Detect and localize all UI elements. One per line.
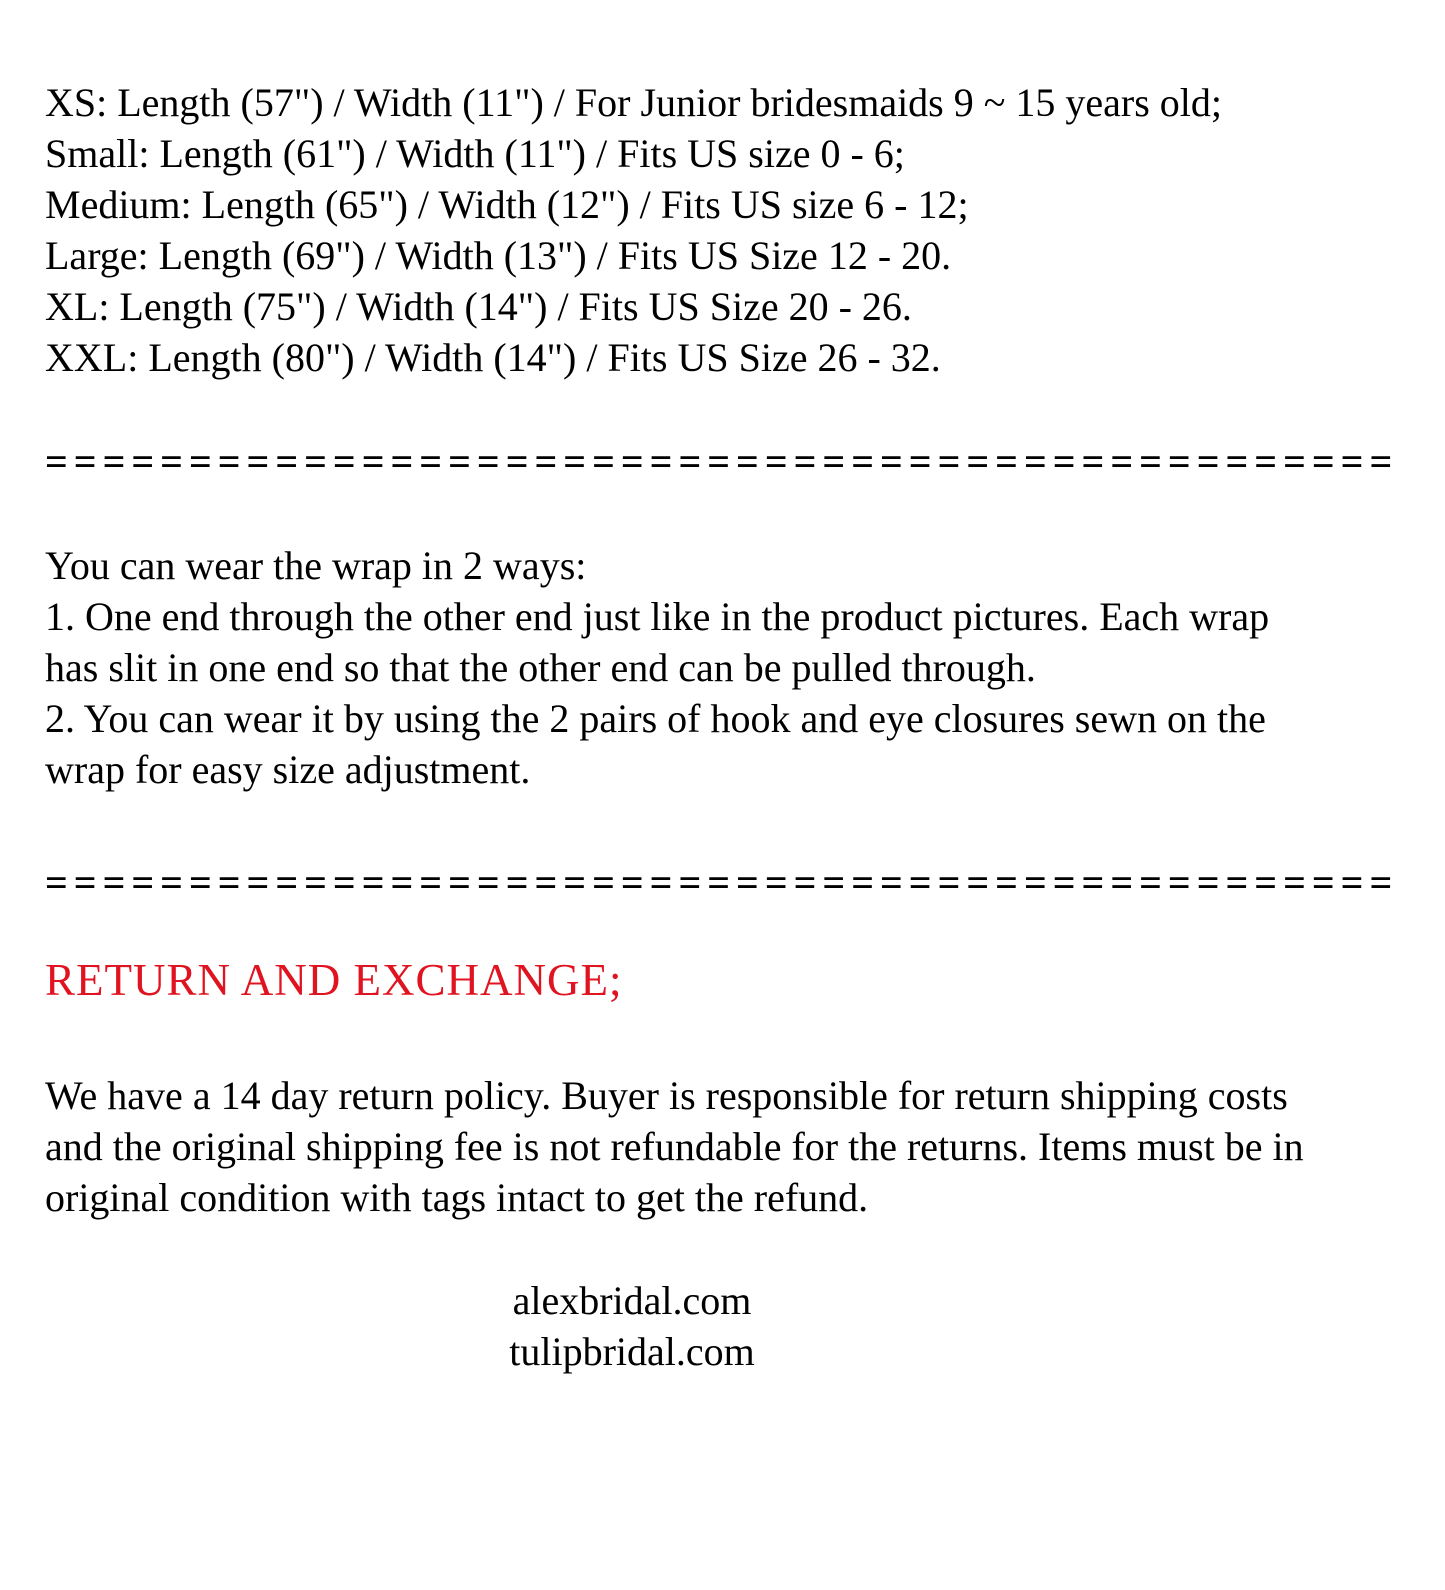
size-line-large: Large: Length (69") / Width (13") / Fits US Size 12 - 20. [45, 233, 952, 278]
wear-step2-line1: 2. You can wear it by using the 2 pairs of hook and eye closures sewn on the [45, 696, 1266, 741]
website-list [45, 1275, 1219, 1377]
size-line-medium: Medium: Length (65") / Width (12") / Fits US size 6 - 12; [45, 182, 969, 227]
website-alexbridal: alexbridal.com [512, 1278, 752, 1323]
policy-line-1: We have a 14 day return policy. Buyer is responsible for return shipping costs [45, 1073, 1288, 1118]
wear-intro-line: You can wear the wrap in 2 ways: [45, 543, 587, 588]
return-policy [45, 1070, 1400, 1223]
section-divider: =============================================== [45, 439, 1399, 484]
size-line-xxl: XXL: Length (80") / Width (14") / Fits US Size 26 - 32. [45, 335, 941, 380]
policy-line-3: original condition with tags intact to get the refund. [45, 1175, 869, 1220]
wear-step1-line1: 1. One end through the other end just like in the product pictures. Each wrap [45, 594, 1270, 639]
size-line-xs: XS: Length (57") / Width (11") / For Junior bridesmaids 9 ~ 15 years old; [45, 80, 1223, 125]
wear-step1-line2: has slit in one end so that the other end can be pulled through. [45, 645, 1036, 690]
section-divider: =============================================== [45, 860, 1399, 905]
size-line-xl: XL: Length (75") / Width (14") / Fits US Size 20 - 26. [45, 284, 912, 329]
wear-instructions [45, 540, 1400, 795]
policy-line-2: and the original shipping fee is not refundable for the returns. Items must be in [45, 1124, 1304, 1169]
size-chart [45, 77, 1400, 383]
website-tulipbridal: tulipbridal.com [509, 1329, 755, 1374]
wear-step2-line2: wrap for easy size adjustment. [45, 747, 531, 792]
return-exchange-heading: RETURN AND EXCHANGE; [45, 955, 623, 1005]
size-line-small: Small: Length (61") / Width (11") / Fits US size 0 - 6; [45, 131, 905, 176]
